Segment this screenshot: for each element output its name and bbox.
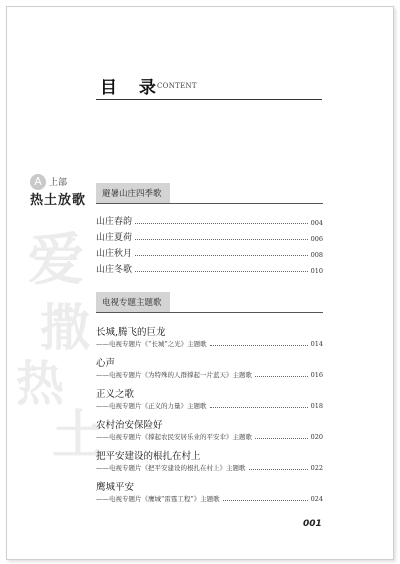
entry-title: 山庄夏荷 (96, 233, 133, 243)
entry-title[interactable]: 心声 (96, 358, 116, 369)
entry-page: 022 (310, 464, 323, 472)
section-title: 避暑山庄四季歌 (96, 183, 170, 203)
entry-page: 004 (310, 219, 323, 227)
entry-subtitle: ——电视专题片《把平安建设的根扎在村上》主题歌 (96, 464, 246, 472)
entry-title[interactable]: 农村治安保险好 (96, 420, 163, 431)
section-divider (96, 312, 323, 313)
entry-subtitle: ——电视专题片《撑起农民安居乐业的平安伞》主题歌 (96, 433, 252, 441)
toc-entry[interactable] (96, 229, 323, 243)
leader-dots (135, 255, 308, 256)
entry-subtitle: ——电视专题片《鹰城“雷霆工程”》主题歌 (96, 495, 220, 503)
section-title: 电视专题主题歌 (96, 292, 170, 312)
entry-page: 020 (310, 433, 323, 441)
entry-title: 山庄秋月 (96, 249, 133, 259)
leader-dots (255, 438, 308, 439)
entry-subtitle-row[interactable] (96, 401, 323, 410)
entry-title[interactable]: 鹰城平安 (96, 482, 135, 493)
entry-title[interactable]: 把平安建设的根扎在村上 (96, 451, 201, 462)
entry-page: 010 (310, 267, 323, 275)
entry-title[interactable]: 正义之歌 (96, 389, 135, 400)
entry-subtitle-row[interactable] (96, 463, 323, 472)
section-divider (96, 203, 323, 204)
toc-entry[interactable] (96, 245, 323, 259)
entry-page: 024 (310, 495, 323, 503)
leader-dots (135, 239, 308, 240)
leader-dots (135, 271, 308, 272)
page-number: 001 (303, 519, 322, 529)
leader-dots (210, 345, 308, 346)
part-title: 热土放歌 (30, 193, 87, 208)
toc-entry[interactable] (96, 261, 323, 275)
watermark-char-2: 撒 (40, 298, 90, 357)
toc-subtitle: CONTENT (157, 82, 197, 90)
entry-page: 008 (310, 251, 323, 259)
entry-title: 山庄春韵 (96, 217, 133, 227)
entry-subtitle: ——电视专题片《“长城”之光》主题歌 (96, 340, 207, 348)
watermark-char-4: 土 (52, 405, 105, 466)
part-badge: A (30, 174, 46, 190)
leader-dots (249, 469, 308, 470)
entry-subtitle: ——电视专题片《正义的力量》主题歌 (96, 402, 207, 410)
watermark-char-1: 爱 (28, 227, 84, 293)
entry-subtitle-row[interactable] (96, 494, 323, 503)
entry-title: 山庄冬歌 (96, 265, 133, 275)
watermark-char-3: 热 (16, 356, 65, 412)
entry-subtitle-row[interactable] (96, 339, 323, 348)
part-label: 上部 (49, 178, 68, 188)
leader-dots (210, 407, 308, 408)
entry-page: 006 (310, 235, 323, 243)
entry-page: 014 (310, 340, 323, 348)
entry-page: 018 (310, 402, 323, 410)
toc-entry[interactable] (96, 213, 323, 227)
entry-subtitle: ——电视专题片《为特殊的人群撑起一片蓝天》主题歌 (96, 371, 252, 379)
leader-dots (223, 500, 308, 501)
toc-title: 目 录 (100, 78, 164, 98)
entry-page: 016 (310, 371, 323, 379)
leader-dots (255, 376, 308, 377)
entry-subtitle-row[interactable] (96, 432, 323, 441)
title-divider (96, 99, 322, 100)
leader-dots (135, 223, 308, 224)
entry-subtitle-row[interactable] (96, 370, 323, 379)
entry-title[interactable]: 长城,腾飞的巨龙 (96, 327, 166, 338)
section-header-2 (96, 290, 323, 313)
section-header-1 (96, 181, 323, 204)
